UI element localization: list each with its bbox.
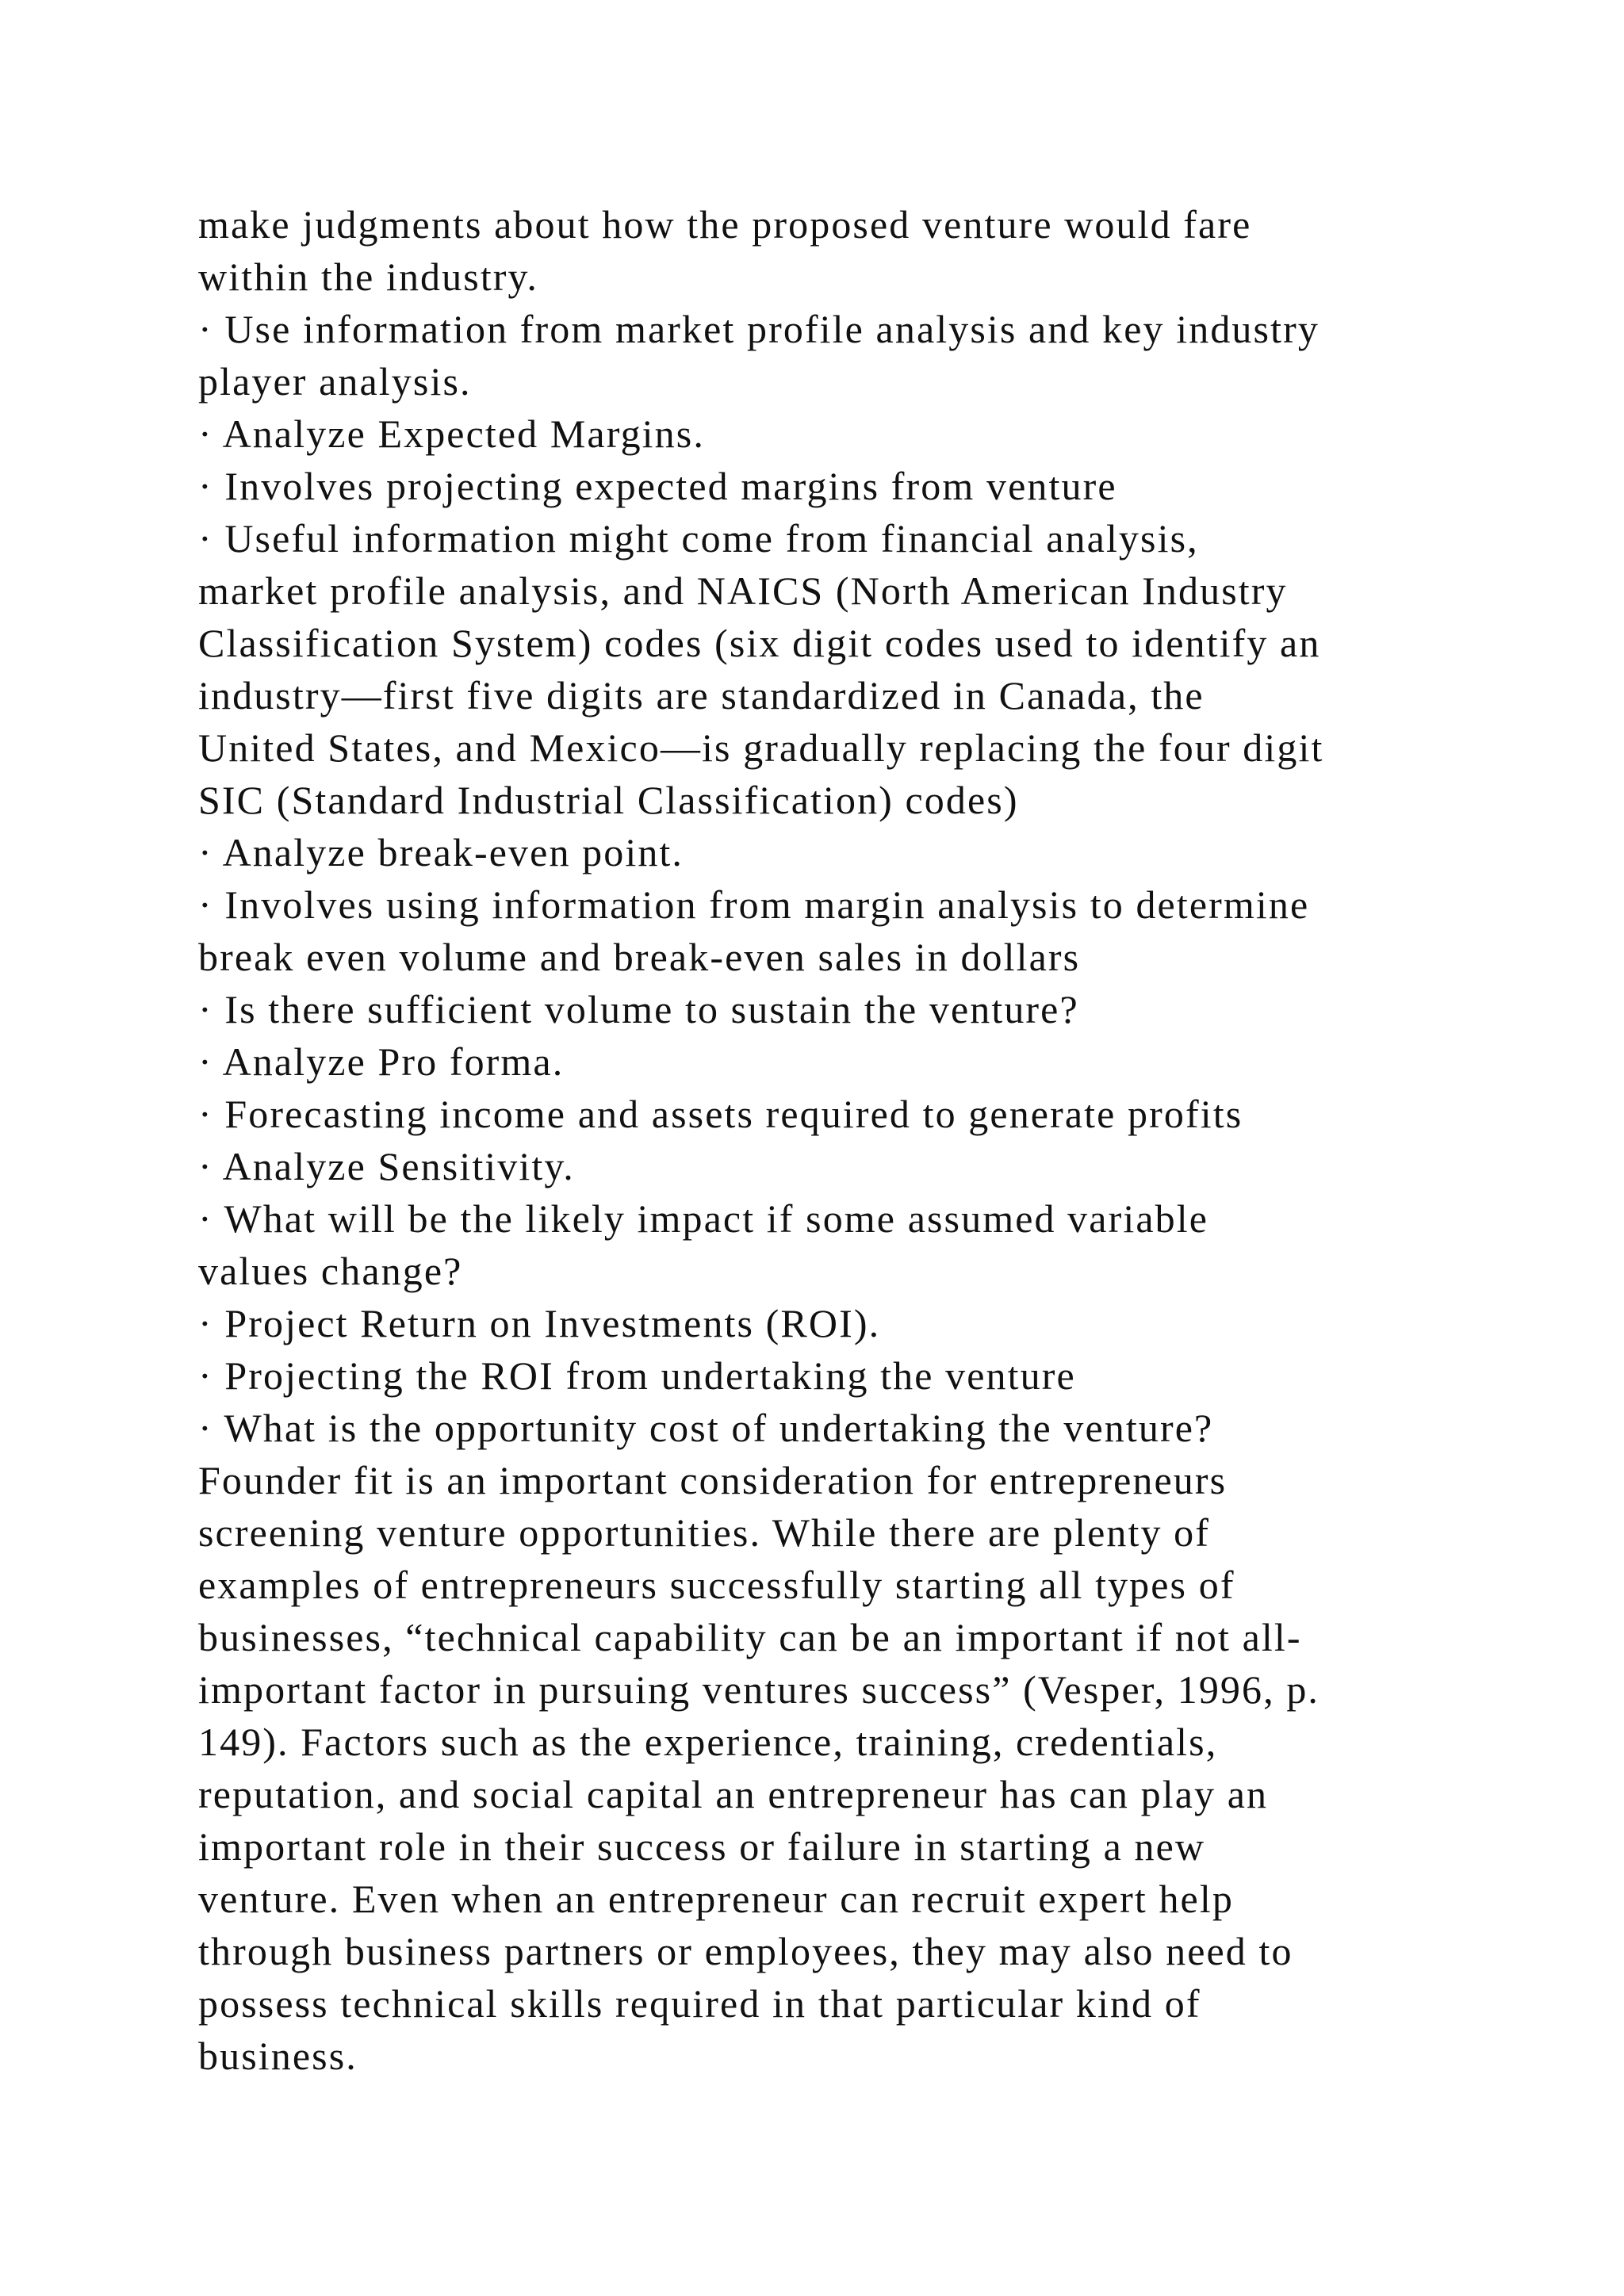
paragraph-line: Founder fit is an important consideration for entrepreneurs <box>198 1458 1228 1502</box>
bullet-line: · What is the opportunity cost of undertaking the venture? <box>198 1406 1214 1450</box>
paragraph-line: important factor in pursuing ventures success” (Vesper, 1996, p. <box>198 1667 1320 1712</box>
paragraph-line: business. <box>198 2034 358 2078</box>
bullet-line: · Project Return on Investments (ROI). <box>198 1301 881 1345</box>
paragraph-line: venture. Even when an entrepreneur can recruit expert help <box>198 1877 1234 1921</box>
text-line: market profile analysis, and NAICS (North American Industry <box>198 568 1288 613</box>
text-line: United States, and Mexico—is gradually replacing the four digit <box>198 725 1324 770</box>
text-line: break even volume and break-even sales in dollars <box>198 935 1081 979</box>
paragraph-line: screening venture opportunities. While there are plenty of <box>198 1510 1211 1555</box>
body-text <box>198 198 1507 2082</box>
paragraph-line: 149). Factors such as the experience, training, credentials, <box>198 1720 1218 1764</box>
text-line: SIC (Standard Industrial Classification) codes) <box>198 778 1019 822</box>
paragraph-line: businesses, “technical capability can be an important if not all- <box>198 1615 1302 1659</box>
text-line: make judgments about how the proposed venture would fare <box>198 202 1252 247</box>
bullet-line: · Analyze Sensitivity. <box>198 1144 575 1188</box>
bullet-line: · Involves using information from margin analysis to determine <box>198 882 1310 927</box>
text-line: within the industry. <box>198 254 539 299</box>
text-line: player analysis. <box>198 359 472 404</box>
paragraph-line: reputation, and social capital an entrepreneur has can play an <box>198 1772 1269 1816</box>
paragraph-line: examples of entrepreneurs successfully starting all types of <box>198 1563 1235 1607</box>
bullet-line: · Is there sufficient volume to sustain the venture? <box>198 987 1079 1031</box>
bullet-line: · Useful information might come from financial analysis, <box>198 516 1199 561</box>
paragraph-line: through business partners or employees, they may also need to <box>198 1929 1293 1973</box>
bullet-line: · Analyze Pro forma. <box>198 1039 565 1084</box>
bullet-line: · Analyze break-even point. <box>198 830 684 874</box>
bullet-line: · Forecasting income and assets required to generate profits <box>198 1092 1243 1136</box>
bullet-line: · Projecting the ROI from undertaking the venture <box>198 1353 1076 1398</box>
paragraph-line: possess technical skills required in that particular kind of <box>198 1981 1201 2026</box>
bullet-line: · Analyze Expected Margins. <box>198 411 705 456</box>
text-line: industry—first five digits are standardized in Canada, the <box>198 673 1205 718</box>
paragraph-line: important role in their success or failure in starting a new <box>198 1824 1206 1869</box>
text-line: Classification System) codes (six digit codes used to identify an <box>198 621 1321 665</box>
bullet-line: · Involves projecting expected margins from venture <box>198 464 1117 508</box>
text-line: values change? <box>198 1249 463 1293</box>
bullet-line: · What will be the likely impact if some assumed variable <box>198 1196 1208 1241</box>
bullet-line: · Use information from market profile analysis and key industry <box>198 307 1320 351</box>
